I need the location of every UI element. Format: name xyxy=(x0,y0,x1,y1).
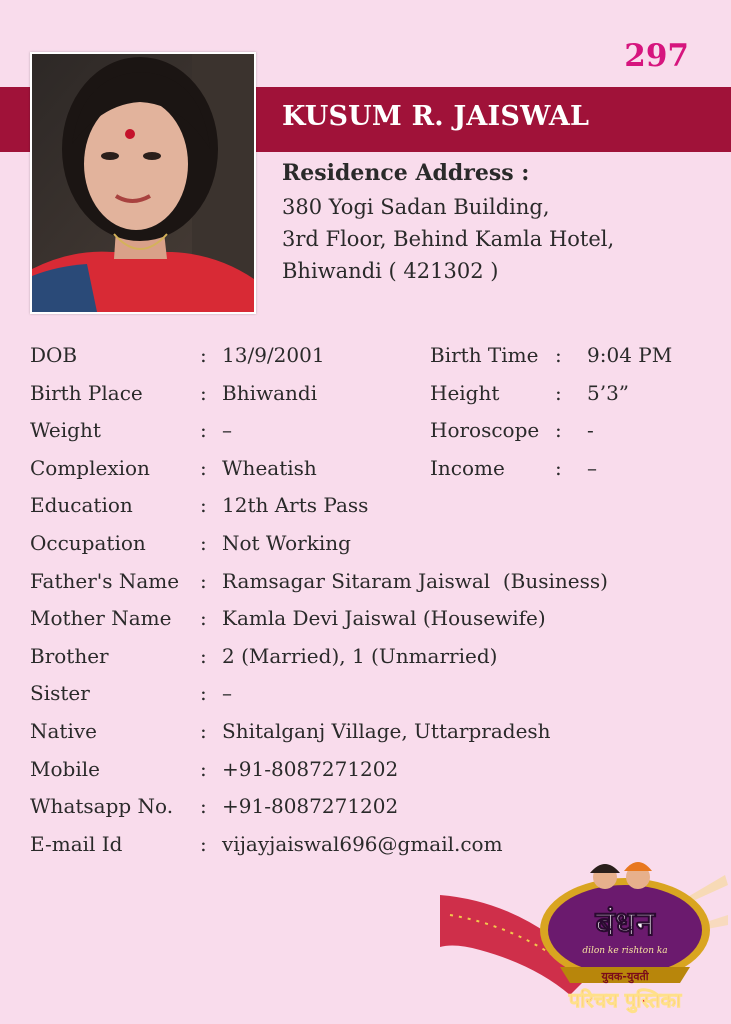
detail-value: vijayjaiswal696@gmail.com xyxy=(222,831,503,856)
profile-details xyxy=(30,339,710,865)
detail-row-mother-name xyxy=(30,602,710,640)
separator: : xyxy=(200,418,207,443)
detail-row-sister xyxy=(30,677,710,715)
detail-label: Complexion xyxy=(30,455,150,480)
separator: : xyxy=(200,343,207,367)
detail-value: +91-8087271202 xyxy=(222,794,399,819)
detail-label: Height xyxy=(430,380,500,405)
detail-value: Not Working xyxy=(222,530,351,555)
detail-value: 13/9/2001 xyxy=(222,343,325,367)
address-line: 3rd Floor, Behind Kamla Hotel, xyxy=(282,227,615,251)
detail-value: 2 (Married), 1 (Unmarried) xyxy=(222,643,498,668)
detail-row-weight xyxy=(30,414,710,452)
detail-value: 12th Arts Pass xyxy=(222,493,369,518)
detail-value: Shitalganj Village, Uttarpradesh xyxy=(222,718,551,743)
separator: : xyxy=(200,380,207,405)
separator: : xyxy=(200,681,207,706)
detail-value: Ramsagar Sitaram Jaiswal (Business) xyxy=(222,568,608,593)
detail-label: DOB xyxy=(30,343,78,367)
detail-label: Sister xyxy=(30,681,90,706)
separator: : xyxy=(555,455,562,480)
detail-label: Occupation xyxy=(30,530,146,555)
detail-value: Bhiwandi xyxy=(222,380,318,405)
detail-value: +91-8087271202 xyxy=(222,756,399,781)
separator: : xyxy=(200,606,207,631)
address-line: 380 Yogi Sadan Building, xyxy=(282,195,550,219)
separator: : xyxy=(200,718,207,743)
detail-row-dob xyxy=(30,339,710,377)
detail-label: Income xyxy=(430,455,505,480)
separator: : xyxy=(200,643,207,668)
detail-label: Whatsapp No. xyxy=(30,794,174,819)
detail-value: – xyxy=(222,681,232,706)
detail-label: Mobile xyxy=(30,756,100,781)
detail-label: Birth Place xyxy=(30,380,143,405)
detail-label: Native xyxy=(30,718,97,743)
separator: : xyxy=(200,831,207,856)
separator: : xyxy=(200,455,207,480)
detail-label: Birth Time xyxy=(430,343,539,367)
detail-row-whatsapp xyxy=(30,790,710,828)
bandhan-logo-icon xyxy=(440,855,730,1020)
person-portrait-icon xyxy=(32,54,254,312)
separator: : xyxy=(555,418,562,443)
separator: : xyxy=(555,343,562,367)
logo-subtitle-top: युवक-युवती xyxy=(601,970,649,983)
detail-row-birth-place xyxy=(30,377,710,415)
detail-row-father-name xyxy=(30,565,710,603)
page-number: 297 xyxy=(624,38,689,74)
detail-label: Horoscope xyxy=(430,418,540,443)
profile-name: KUSUM R. JAISWAL xyxy=(282,101,590,132)
detail-value: – xyxy=(222,418,232,443)
logo-title: बंधन xyxy=(595,904,655,944)
detail-row-complexion xyxy=(30,452,710,490)
detail-label: E-mail Id xyxy=(30,831,123,856)
separator: : xyxy=(555,380,562,405)
separator: : xyxy=(200,530,207,555)
separator: : xyxy=(200,794,207,819)
detail-label: Mother Name xyxy=(30,606,172,631)
separator: : xyxy=(200,568,207,593)
detail-row-native xyxy=(30,715,710,753)
detail-label: Weight xyxy=(30,418,101,443)
logo-tagline: dilon ke rishton ka xyxy=(582,946,668,956)
residence-address-label: Residence Address : xyxy=(282,160,530,186)
detail-value: – xyxy=(587,455,597,480)
detail-label: Education xyxy=(30,493,133,518)
detail-label: Father's Name xyxy=(30,568,180,593)
logo-subtitle-bottom: परिचय पुस्तिका xyxy=(568,988,682,1012)
detail-value: - xyxy=(587,418,594,443)
profile-photo xyxy=(30,52,256,314)
detail-row-education xyxy=(30,489,710,527)
detail-row-mobile xyxy=(30,753,710,791)
detail-value: 9:04 PM xyxy=(587,343,673,367)
detail-row-brother xyxy=(30,640,710,678)
separator: : xyxy=(200,493,207,518)
address-line: Bhiwandi ( 421302 ) xyxy=(282,259,499,283)
bandhan-logo xyxy=(440,855,730,1020)
detail-value: Wheatish xyxy=(222,455,317,480)
detail-value: 5’3” xyxy=(587,380,630,405)
detail-row-occupation xyxy=(30,527,710,565)
detail-value: Kamla Devi Jaiswal (Housewife) xyxy=(222,606,546,631)
detail-label: Brother xyxy=(30,643,109,668)
separator: : xyxy=(200,756,207,781)
